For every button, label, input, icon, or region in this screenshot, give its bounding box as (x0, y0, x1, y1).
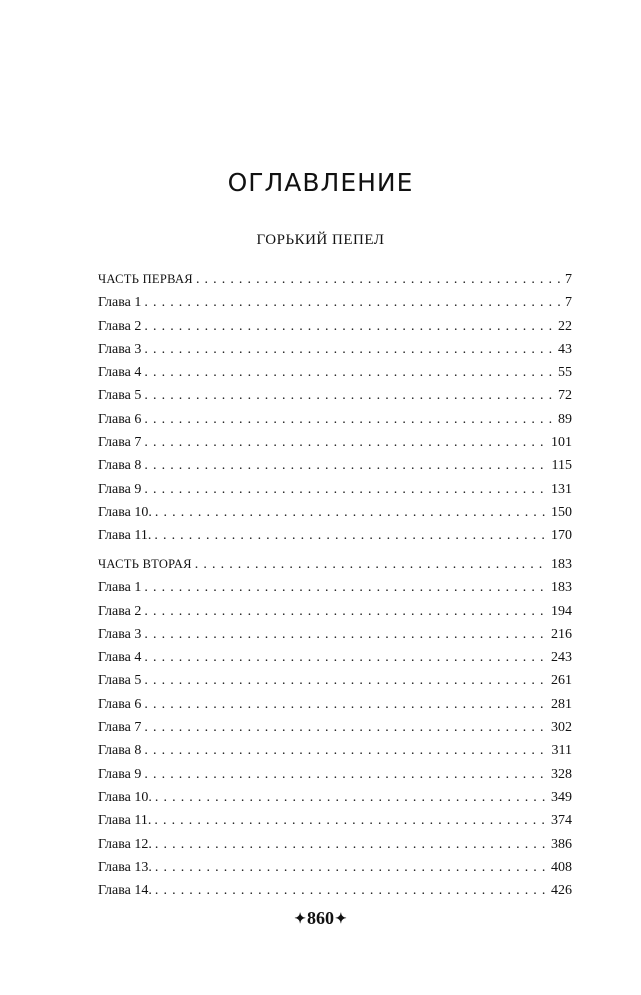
toc-chapter-row[interactable] (98, 408, 572, 431)
toc-chapter-label: Глава 6 (98, 411, 142, 427)
toc-chapter-row[interactable] (98, 291, 572, 314)
toc-chapter-row[interactable] (98, 600, 572, 623)
toc-page-number: 150 (551, 504, 572, 520)
toc-chapter-label: Глава 12. (98, 836, 152, 852)
toc-page-number: 374 (551, 813, 572, 829)
toc-chapter-label: Глава 3 (98, 341, 142, 357)
toc-chapter-label: Глава 1 (98, 580, 142, 596)
toc-page-number: 183 (551, 580, 572, 596)
dot-leader (155, 501, 548, 524)
dot-leader (144, 669, 548, 692)
toc-chapter-label: Глава 10. (98, 789, 152, 805)
dot-leader (155, 879, 548, 902)
toc-chapter-label: Глава 2 (98, 318, 142, 334)
dot-leader (154, 809, 548, 832)
toc-chapter-row[interactable] (98, 623, 572, 646)
toc-page-number: 170 (551, 528, 572, 544)
toc-chapter-label: Глава 10. (98, 504, 152, 520)
dot-leader (144, 623, 548, 646)
dot-leader (155, 856, 548, 879)
toc-chapter-row[interactable] (98, 809, 572, 832)
toc-chapter-label: Глава 9 (98, 481, 142, 497)
toc-page-number: 55 (558, 365, 572, 381)
toc-chapter-label: Глава 11. (98, 813, 152, 829)
toc-chapter-label: Глава 9 (98, 766, 142, 782)
toc-chapter-row[interactable] (98, 454, 572, 477)
toc-chapter-row[interactable] (98, 576, 572, 599)
dot-leader (144, 361, 555, 384)
dot-leader (144, 338, 555, 361)
toc-chapter-row[interactable] (98, 646, 572, 669)
toc-chapter-row[interactable] (98, 669, 572, 692)
toc-chapter-label: Глава 5 (98, 388, 142, 404)
dot-leader (155, 833, 548, 856)
toc-part-heading-label: ЧАСТЬ ПЕРВАЯ (98, 272, 193, 286)
toc-page-number: 183 (551, 557, 572, 572)
toc-chapter-row[interactable] (98, 763, 572, 786)
toc-page-number: 349 (551, 789, 572, 805)
toc-chapter-row[interactable] (98, 431, 572, 454)
dot-leader (144, 431, 548, 454)
toc-chapter-label: Глава 14. (98, 883, 152, 899)
toc-chapter-label: Глава 13. (98, 859, 152, 875)
dot-leader (196, 268, 562, 291)
toc-page-number: 328 (551, 766, 572, 782)
toc-chapter-row[interactable] (98, 315, 572, 338)
toc-part-heading-row[interactable] (98, 553, 572, 576)
dot-leader (154, 524, 548, 547)
dot-leader (144, 600, 548, 623)
dot-leader (144, 739, 548, 762)
toc-page-number: 7 (565, 295, 572, 311)
toc-chapter-row[interactable] (98, 879, 572, 902)
dot-leader (144, 716, 548, 739)
folio-page-number: 860 (307, 908, 334, 928)
toc-chapter-label: Глава 6 (98, 696, 142, 712)
toc-chapter-label: Глава 2 (98, 603, 142, 619)
toc-chapter-label: Глава 7 (98, 720, 142, 736)
book-subtitle: ГОРЬКИЙ ПЕПЕЛ (256, 232, 385, 248)
page-title: ОГЛАВЛЕНИЕ (227, 168, 414, 197)
toc-chapter-label: Глава 5 (98, 673, 142, 689)
toc-page-number: 281 (551, 696, 572, 712)
toc-chapter-row[interactable] (98, 384, 572, 407)
dot-leader (144, 454, 548, 477)
toc-chapter-label: Глава 4 (98, 650, 142, 666)
toc-part-heading-row[interactable] (98, 268, 572, 291)
toc-page-number: 89 (558, 411, 572, 427)
toc-page-number: 408 (551, 859, 572, 875)
page-folio (0, 908, 641, 929)
toc-chapter-row[interactable] (98, 478, 572, 501)
toc-chapter-label: Глава 3 (98, 626, 142, 642)
toc-page-number: 131 (551, 481, 572, 497)
toc-page-number: 22 (558, 318, 572, 334)
toc-page-number: 243 (551, 650, 572, 666)
toc-chapter-row[interactable] (98, 856, 572, 879)
dot-leader (144, 478, 548, 501)
toc-chapter-row[interactable] (98, 739, 572, 762)
toc-chapter-label: Глава 7 (98, 435, 142, 451)
toc-chapter-row[interactable] (98, 716, 572, 739)
toc-chapter-label: Глава 1 (98, 295, 142, 311)
dot-leader (155, 786, 548, 809)
toc-chapter-row[interactable] (98, 361, 572, 384)
toc-part-1 (98, 268, 572, 548)
toc-chapter-row[interactable] (98, 693, 572, 716)
dot-leader (144, 576, 548, 599)
dot-leader (144, 291, 562, 314)
ornament-right-icon: ✦ (335, 912, 347, 927)
toc-chapter-label: Глава 8 (98, 743, 142, 759)
toc-chapter-row[interactable] (98, 338, 572, 361)
dot-leader (195, 553, 548, 576)
dot-leader (144, 763, 548, 786)
dot-leader (144, 693, 548, 716)
toc-page-number: 311 (551, 743, 572, 759)
toc-page-number: 426 (551, 883, 572, 899)
dot-leader (144, 384, 555, 407)
toc-page-number: 7 (565, 272, 572, 287)
toc-chapter-row[interactable] (98, 786, 572, 809)
toc-page-number: 101 (551, 435, 572, 451)
toc-page-number: 216 (551, 626, 572, 642)
toc-chapter-label: Глава 8 (98, 458, 142, 474)
toc-page-number: 72 (558, 388, 572, 404)
toc-page-number: 261 (551, 673, 572, 689)
toc-chapter-row[interactable] (98, 501, 572, 524)
toc-chapter-label: Глава 11. (98, 528, 152, 544)
toc-page-number: 302 (551, 720, 572, 736)
toc-chapter-label: Глава 4 (98, 365, 142, 381)
dot-leader (144, 315, 555, 338)
toc-page-number: 386 (551, 836, 572, 852)
toc-part-heading-label: ЧАСТЬ ВТОРАЯ (98, 557, 192, 571)
toc-page-number: 194 (551, 603, 572, 619)
toc-chapter-row[interactable] (98, 833, 572, 856)
ornament-left-icon: ✦ (294, 912, 306, 927)
toc-page-number: 115 (551, 458, 572, 474)
toc-chapter-row[interactable] (98, 524, 572, 547)
dot-leader (144, 646, 548, 669)
toc-part-2 (98, 553, 572, 902)
dot-leader (144, 408, 555, 431)
toc-page-number: 43 (558, 341, 572, 357)
